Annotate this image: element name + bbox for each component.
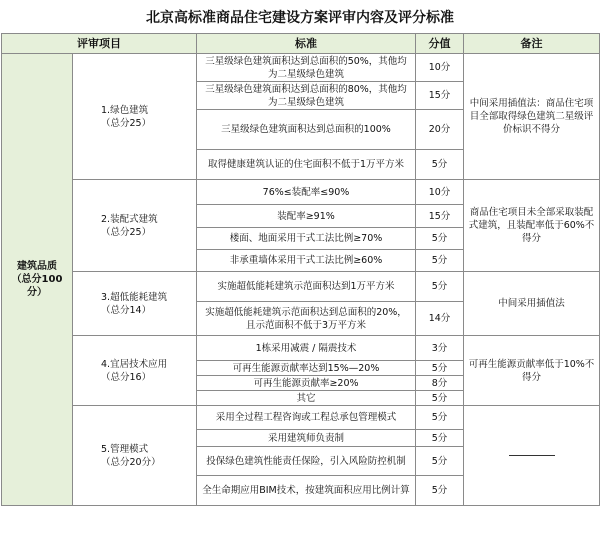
group-name: 4.宜居技术应用 bbox=[101, 358, 168, 370]
group-cell-green bbox=[73, 54, 197, 180]
table-row bbox=[2, 272, 600, 302]
score-cell: 10分 bbox=[416, 180, 464, 205]
score-cell: 5分 bbox=[416, 228, 464, 250]
table-row bbox=[2, 336, 600, 361]
score-cell: 14分 bbox=[416, 302, 464, 336]
table-row bbox=[2, 180, 600, 205]
standard-cell: 三星级绿色建筑面积达到总面积的100% bbox=[197, 110, 416, 150]
header-note: 备注 bbox=[464, 34, 600, 54]
score-cell: 5分 bbox=[416, 406, 464, 430]
group-total: （总分14） bbox=[101, 304, 152, 316]
note-cell: 中间采用插值法：商品住宅项目全部取得绿色建筑二星级评价标识不得分 bbox=[464, 54, 600, 180]
group-total: （总分16） bbox=[101, 371, 152, 383]
standard-cell: 投保绿色建筑性能责任保险，引入风险防控机制 bbox=[197, 447, 416, 476]
standard-cell: 装配率≥91% bbox=[197, 205, 416, 228]
score-cell: 20分 bbox=[416, 110, 464, 150]
standard-cell: 实施超低能耗建筑示范面积达到1万平方米 bbox=[197, 272, 416, 302]
standard-cell: 楼面、地面采用干式工法比例≥70% bbox=[197, 228, 416, 250]
dash-line bbox=[509, 455, 555, 456]
group-cell-livable bbox=[73, 336, 197, 406]
score-cell: 5分 bbox=[416, 150, 464, 180]
group-name: 2.装配式建筑 bbox=[101, 213, 158, 225]
note-cell: 商品住宅项目未全部采取装配式建筑，且装配率低于60%不得分 bbox=[464, 180, 600, 272]
standard-cell: 可再生能源贡献率达到15%—20% bbox=[197, 361, 416, 376]
score-cell: 5分 bbox=[416, 391, 464, 406]
score-cell: 5分 bbox=[416, 447, 464, 476]
standard-cell: 取得健康建筑认证的住宅面积不低于1万平方米 bbox=[197, 150, 416, 180]
score-cell: 15分 bbox=[416, 205, 464, 228]
standard-cell: 非承重墙体采用干式工法比例≥60% bbox=[197, 250, 416, 272]
group-cell-prefab bbox=[73, 180, 197, 272]
standard-cell: 实施超低能耗建筑示范面积达到总面积的20%，且示范面积不低于3万平方米 bbox=[197, 302, 416, 336]
group-cell-management bbox=[73, 406, 197, 506]
group-total: （总分25） bbox=[101, 226, 152, 238]
standard-cell: 全生命期应用BIM技术，按建筑面积应用比例计算 bbox=[197, 476, 416, 506]
score-cell: 5分 bbox=[416, 250, 464, 272]
category-total: （总分100分） bbox=[11, 274, 63, 298]
header-row bbox=[2, 34, 600, 54]
score-cell: 5分 bbox=[416, 361, 464, 376]
note-cell: 可再生能源贡献率低于10%不得分 bbox=[464, 336, 600, 406]
standard-cell: 采用全过程工程咨询或工程总承包管理模式 bbox=[197, 406, 416, 430]
table-row bbox=[2, 54, 600, 82]
header-item: 评审项目 bbox=[2, 34, 197, 54]
standard-cell: 三星级绿色建筑面积达到总面积的50%，其他均为二星级绿色建筑 bbox=[197, 54, 416, 82]
score-cell: 5分 bbox=[416, 272, 464, 302]
standard-cell: 76%≤装配率≤90% bbox=[197, 180, 416, 205]
header-standard: 标准 bbox=[197, 34, 416, 54]
note-cell-dash bbox=[464, 406, 600, 506]
standard-cell: 其它 bbox=[197, 391, 416, 406]
table-row bbox=[2, 406, 600, 430]
score-cell: 5分 bbox=[416, 476, 464, 506]
group-cell-ultralow bbox=[73, 272, 197, 336]
header-score: 分值 bbox=[416, 34, 464, 54]
standard-cell: 1栋采用减震 / 隔震技术 bbox=[197, 336, 416, 361]
standard-cell: 采用建筑师负责制 bbox=[197, 430, 416, 447]
group-name: 3.超低能耗建筑 bbox=[101, 291, 168, 303]
evaluation-table bbox=[1, 33, 600, 506]
group-name: 1.绿色建筑 bbox=[101, 104, 149, 116]
note-cell: 中间采用插值法 bbox=[464, 272, 600, 336]
standard-cell: 三星级绿色建筑面积达到总面积的80%，其他均为二星级绿色建筑 bbox=[197, 82, 416, 110]
group-total: （总分20分） bbox=[101, 456, 161, 468]
score-cell: 3分 bbox=[416, 336, 464, 361]
score-cell: 8分 bbox=[416, 376, 464, 391]
score-cell: 15分 bbox=[416, 82, 464, 110]
standard-cell: 可再生能源贡献率≥20% bbox=[197, 376, 416, 391]
category-cell bbox=[2, 54, 73, 506]
page-title: 北京高标准商品住宅建设方案评审内容及评分标准 bbox=[146, 9, 454, 26]
group-total: （总分25） bbox=[101, 117, 152, 129]
group-name: 5.管理模式 bbox=[101, 443, 149, 455]
score-cell: 10分 bbox=[416, 54, 464, 82]
score-cell: 5分 bbox=[416, 430, 464, 447]
category-name: 建筑品质 bbox=[17, 261, 57, 272]
